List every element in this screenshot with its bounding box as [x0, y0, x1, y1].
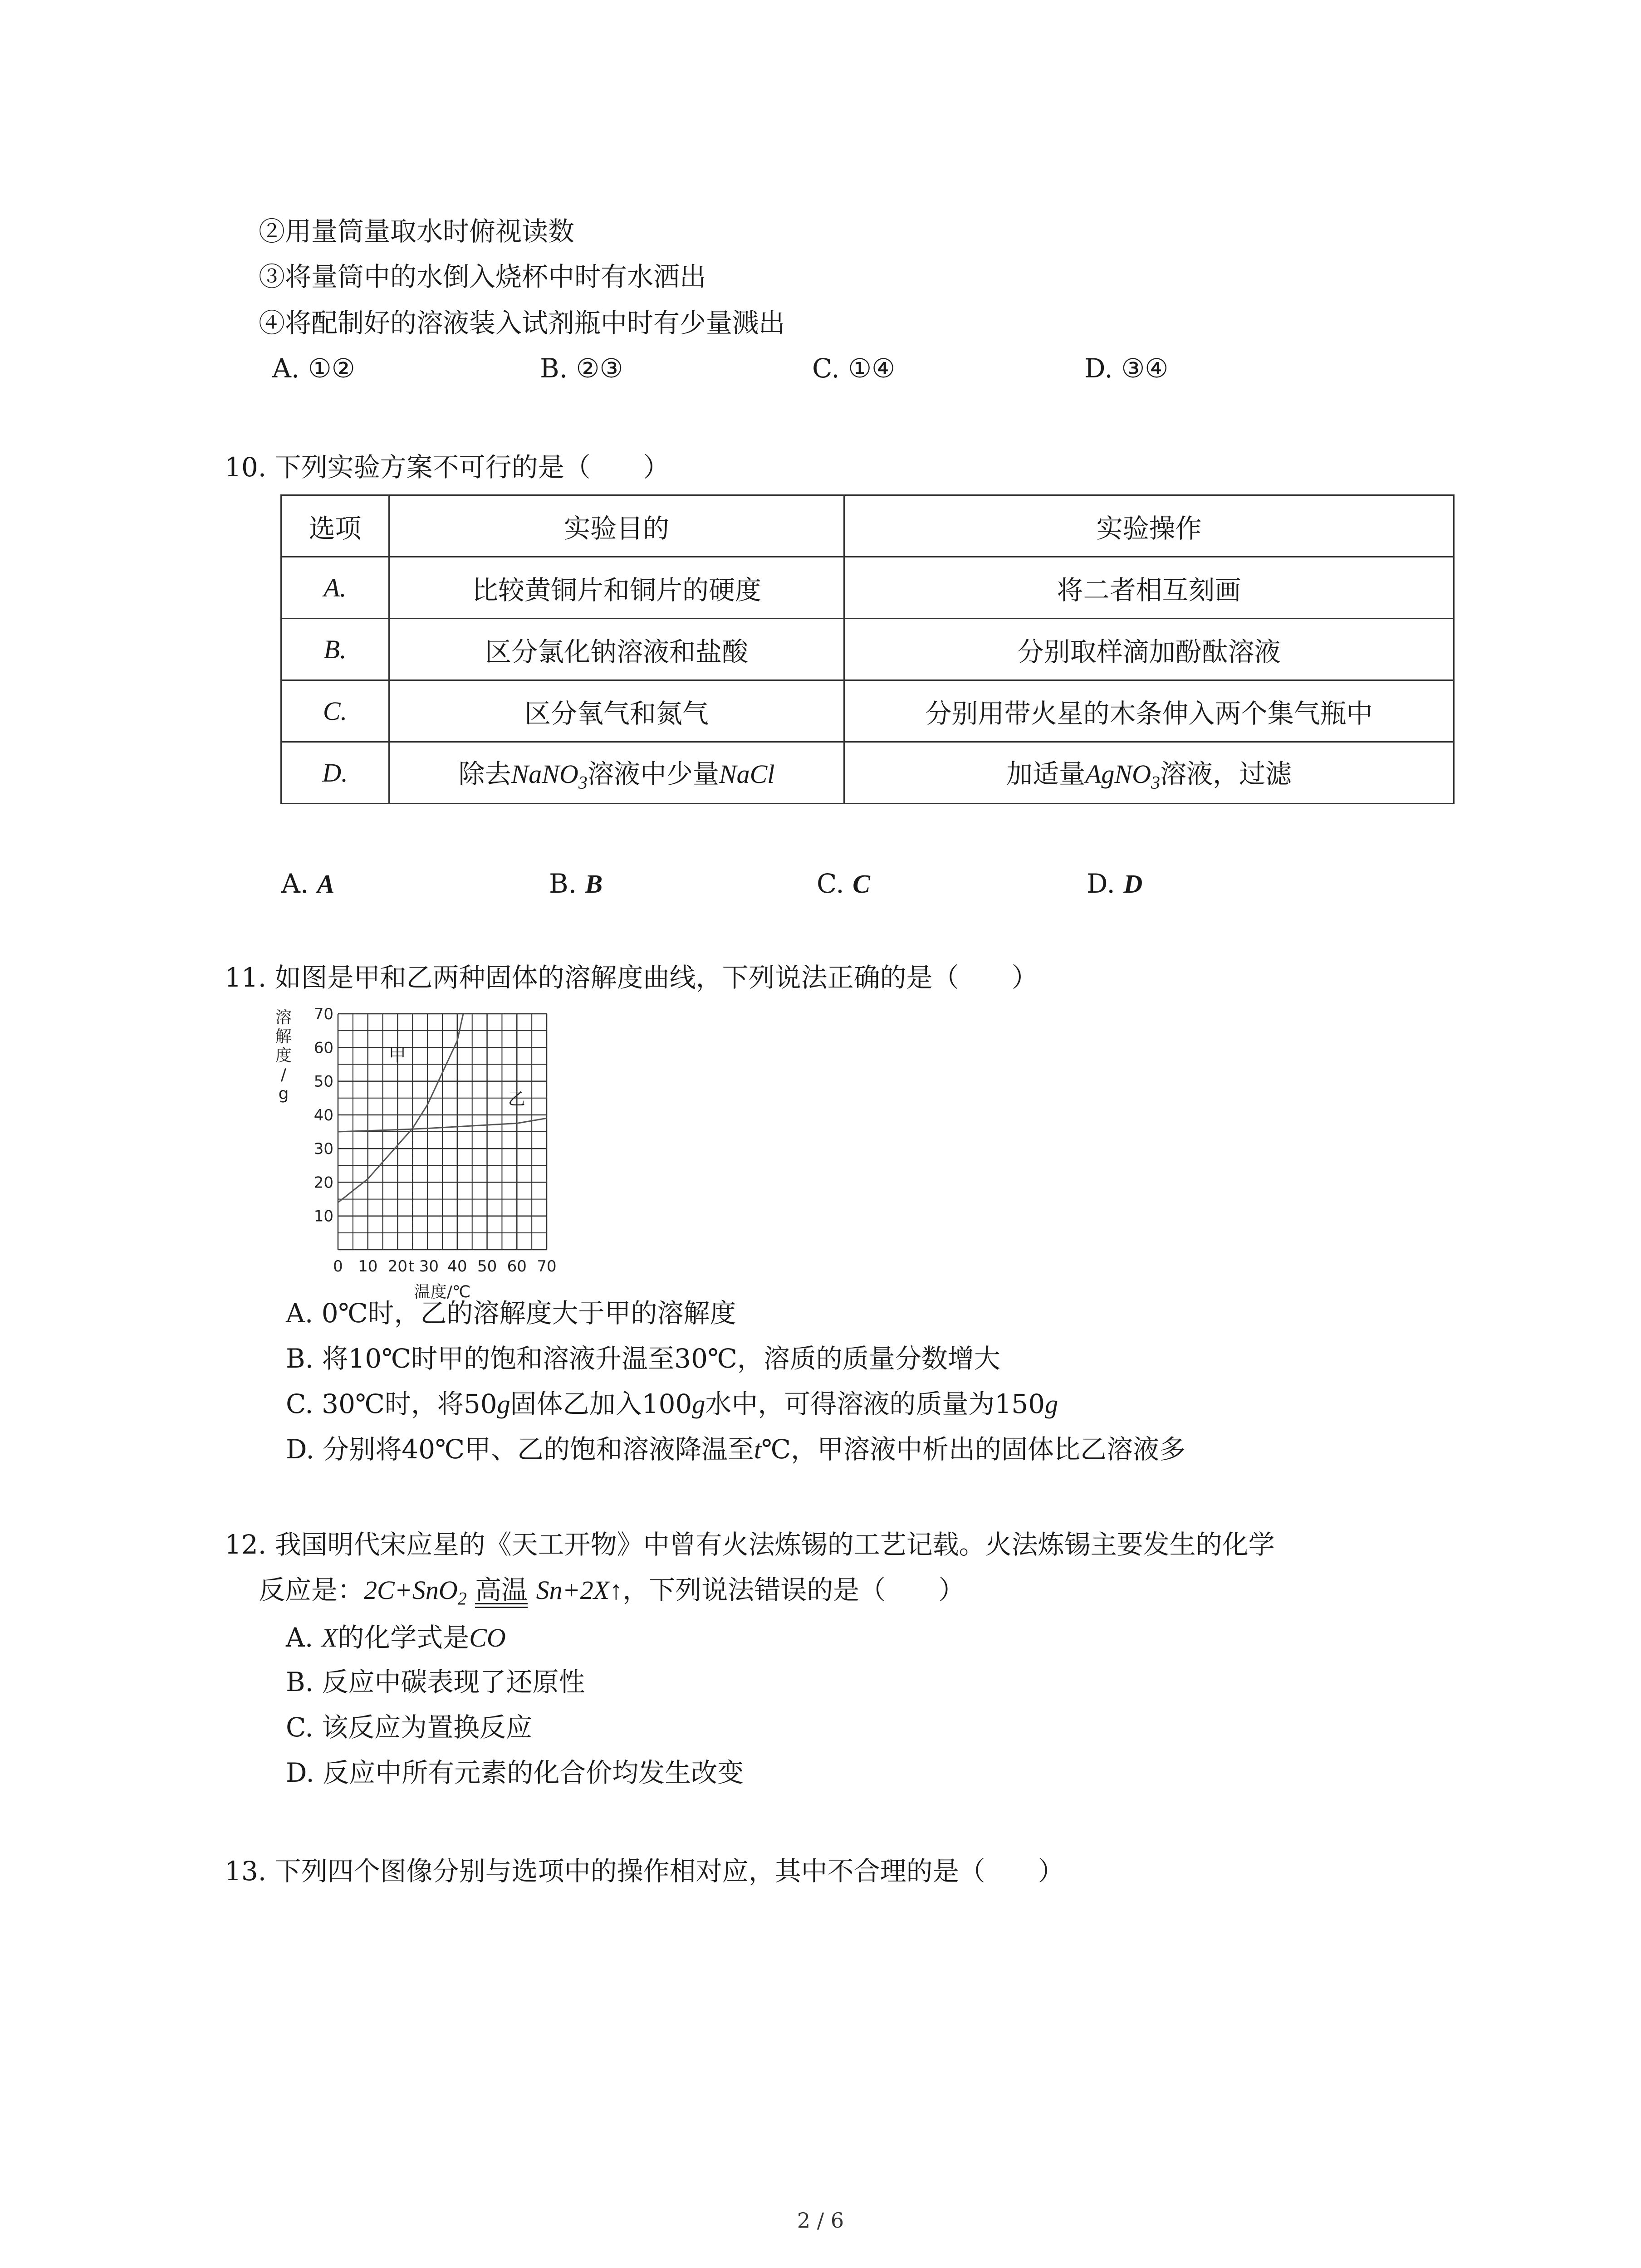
x-tick-label: t — [408, 1257, 415, 1276]
solubility-chart — [270, 1005, 615, 1300]
reaction-condition — [475, 1572, 528, 1608]
table-header: 实验目的 — [389, 495, 844, 557]
q13-stem: 13. 下列四个图像分别与选项中的操作相对应，其中不合理的是（ ） — [225, 1856, 1064, 1887]
series-line-甲 — [338, 1014, 463, 1202]
formula: NaCl — [719, 759, 775, 789]
formula-subscript: 3 — [578, 772, 588, 793]
y-tick-label: 50 — [314, 1072, 333, 1091]
variable: t — [754, 1435, 762, 1464]
x-tick-label: 30 — [419, 1257, 439, 1276]
stem-text: ，下列说法错误的是（ ） — [622, 1574, 965, 1605]
row-goal — [389, 742, 844, 804]
unit: g — [497, 1389, 510, 1419]
row-operation — [844, 742, 1454, 804]
row-letter: D. — [281, 742, 389, 804]
q11-option-b: B. 将10℃时甲的饱和溶液升温至30℃，溶质的质量分数增大 — [286, 1343, 1000, 1374]
option-value: D — [1123, 869, 1143, 899]
x-tick-label: 10 — [358, 1257, 378, 1276]
equals-line — [475, 1603, 528, 1604]
q11-option-c — [286, 1386, 1058, 1422]
formula: NaNO — [511, 759, 578, 789]
q11-option-a: A. 0℃时，乙的溶解度大于甲的溶解度 — [286, 1298, 736, 1329]
equals-line — [475, 1607, 528, 1608]
op-text: 加适量 — [1006, 758, 1085, 789]
y-tick-label: 40 — [314, 1106, 333, 1124]
q9-option-a: A. ①② — [272, 353, 355, 384]
x-tick-label: 50 — [477, 1257, 497, 1276]
formula: X — [321, 1623, 338, 1652]
table-row — [281, 680, 1454, 742]
q12-stem-line2 — [259, 1572, 965, 1617]
y-label-char: g — [278, 1085, 289, 1103]
option-value: C — [852, 869, 870, 899]
option-prefix: A. — [281, 868, 309, 899]
q12-option-c: C. 该反应为置换反应 — [286, 1712, 533, 1743]
op-text: 溶液，过滤 — [1160, 758, 1292, 789]
y-label-char: 溶 — [275, 1008, 292, 1027]
y-tick-label: 20 — [314, 1173, 333, 1192]
row-goal: 区分氯化钠溶液和盐酸 — [389, 619, 844, 680]
y-tick-label: 70 — [314, 1005, 333, 1023]
stem-text: 反应是： — [259, 1574, 364, 1605]
y-tick-label: 60 — [314, 1039, 333, 1057]
formula: CO — [469, 1623, 506, 1652]
option-value: B — [585, 869, 603, 899]
q11-option-d — [286, 1431, 1185, 1468]
row-goal: 比较黄铜片和铜片的硬度 — [389, 557, 844, 619]
x-axis-label: 温度/℃ — [414, 1283, 471, 1300]
q10-option-b — [549, 865, 603, 902]
page-number: 2 / 6 — [797, 2208, 844, 2233]
goal-text: 除去 — [458, 758, 511, 789]
equation-right: Sn+2X↑ — [536, 1575, 623, 1605]
q10-option-c — [817, 865, 870, 902]
q9-item-4: ④将配制好的溶液装入试剂瓶中时有少量溅出 — [259, 308, 785, 338]
series-label: 乙 — [508, 1089, 525, 1109]
y-label-char: 度 — [275, 1046, 292, 1065]
q9-item-3: ③将量筒中的水倒入烧杯中时有水洒出 — [259, 261, 706, 292]
series-label: 甲 — [388, 1045, 406, 1065]
row-goal: 区分氧气和氮气 — [389, 680, 844, 742]
table-header: 选项 — [281, 495, 389, 557]
table-header: 实验操作 — [844, 495, 1454, 557]
option-text: A. — [286, 1622, 322, 1653]
x-tick-labels — [333, 1257, 556, 1276]
y-tick-label: 30 — [314, 1140, 333, 1158]
row-letter: B. — [281, 619, 389, 680]
experiment-table — [280, 494, 1455, 804]
unit: g — [692, 1389, 705, 1419]
option-text: D. 分别将40℃甲、乙的饱和溶液降温至 — [286, 1434, 754, 1465]
row-operation: 分别取样滴加酚酞溶液 — [844, 619, 1454, 680]
row-operation: 分别用带火星的木条伸入两个集气瓶中 — [844, 680, 1454, 742]
condition-text: 高温 — [475, 1574, 528, 1605]
q9-option-b: B. ②③ — [540, 353, 623, 384]
x-tick-label: 60 — [507, 1257, 527, 1276]
q10-option-d — [1087, 865, 1142, 902]
formula: AgNO — [1085, 759, 1151, 789]
table-header-row — [281, 495, 1454, 557]
q9-item-2: ②用量筒量取水时俯视读数 — [259, 216, 575, 247]
equation-left: 2C+SnO — [364, 1575, 458, 1605]
q9-option-c: C. ①④ — [812, 353, 896, 384]
option-prefix: D. — [1087, 868, 1115, 899]
option-text: C. 30℃时，将50 — [286, 1388, 497, 1419]
y-tick-label: 10 — [314, 1207, 333, 1226]
table-row — [281, 557, 1454, 619]
unit: g — [1045, 1389, 1058, 1419]
q12-option-b: B. 反应中碳表现了还原性 — [286, 1667, 585, 1697]
option-text: 的化学式是 — [338, 1622, 470, 1653]
q12-option-a — [286, 1619, 506, 1656]
q9-option-d: D. ③④ — [1084, 353, 1169, 384]
option-text: 水中，可得溶液的质量为150 — [705, 1388, 1045, 1419]
q12-stem-line1: 12. 我国明代宋应星的《天工开物》中曾有火法炼锡的工艺记载。火法炼锡主要发生的化学 — [225, 1529, 1275, 1560]
q10-option-a — [281, 865, 334, 902]
x-tick-label: 20 — [387, 1257, 408, 1276]
q12-option-d: D. 反应中所有元素的化合价均发生改变 — [286, 1757, 744, 1788]
option-text: ℃，甲溶液中析出的固体比乙溶液多 — [761, 1434, 1186, 1465]
x-tick-label: 70 — [537, 1257, 557, 1276]
table-row — [281, 619, 1454, 680]
option-prefix: C. — [817, 868, 844, 899]
option-prefix: B. — [549, 868, 577, 899]
equation-subscript: 2 — [457, 1588, 467, 1609]
y-axis-label — [275, 1008, 292, 1103]
row-letter: A. — [281, 557, 389, 619]
table-row — [281, 742, 1454, 804]
x-tick-label: 40 — [447, 1257, 467, 1276]
chart-grid — [338, 1014, 547, 1250]
y-tick-labels — [314, 1005, 333, 1226]
x-tick-label: 0 — [333, 1257, 343, 1276]
y-label-char: 解 — [275, 1027, 292, 1046]
goal-text: 溶液中少量 — [587, 758, 719, 789]
option-value: A — [317, 869, 335, 899]
y-label-char: / — [280, 1066, 287, 1084]
q11-stem: 11. 如图是甲和乙两种固体的溶解度曲线，下列说法正确的是（ ） — [225, 962, 1038, 993]
row-operation: 将二者相互刻画 — [844, 557, 1454, 619]
q10-stem: 10. 下列实验方案不可行的是（ ） — [225, 452, 670, 483]
option-text: 固体乙加入100 — [510, 1388, 692, 1419]
row-letter: C. — [281, 680, 389, 742]
formula-subscript: 3 — [1151, 772, 1160, 793]
